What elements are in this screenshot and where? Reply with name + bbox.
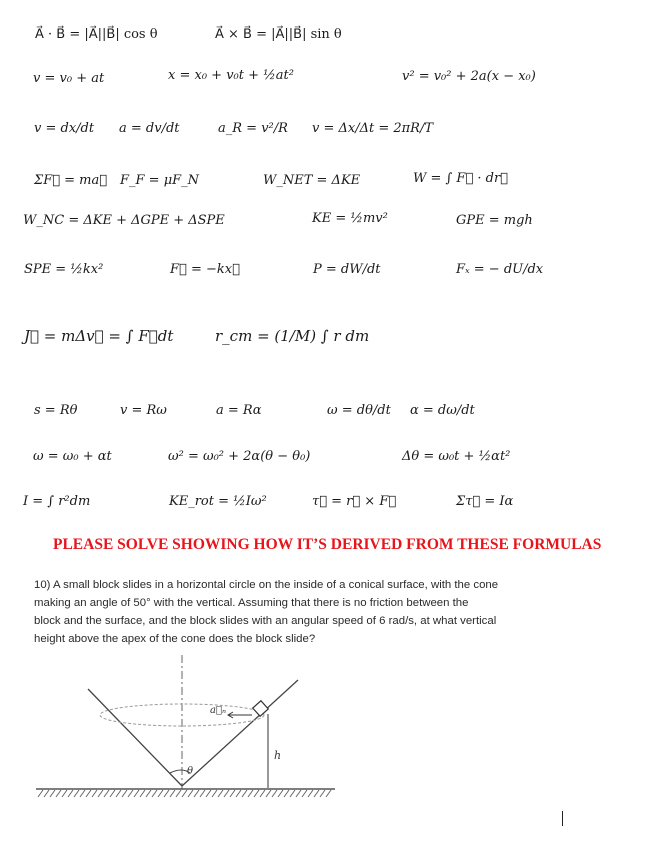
- hatch-mark: [68, 790, 73, 797]
- hatch-mark: [104, 790, 109, 797]
- formula-text: x = x₀ + v₀t + ½at²: [168, 68, 294, 83]
- hatch-mark: [152, 790, 157, 797]
- hatch-mark: [260, 790, 265, 797]
- formula-text: v = v₀ + at: [33, 71, 105, 86]
- formula-text: KE_rot = ½Iω²: [169, 494, 267, 509]
- hatch-mark: [320, 790, 325, 797]
- formula-text: v = Rω: [120, 403, 167, 418]
- formula-rotational-ke: [169, 495, 267, 508]
- hatch-mark: [248, 790, 253, 797]
- formula-text: v = dx/dt: [34, 121, 95, 136]
- hatch-mark: [272, 790, 277, 797]
- hatch-mark: [296, 790, 301, 797]
- formula-average-velocity: [312, 122, 433, 135]
- hatch-mark: [134, 790, 139, 797]
- formula-force-potential: [456, 263, 543, 276]
- formula-text: ΣF⃗ = ma⃗: [34, 173, 108, 188]
- problem-line: block and the surface, and the block slides with an angular speed of 6 rad/s, at what vertical: [34, 615, 497, 627]
- hatch-mark: [236, 790, 241, 797]
- acceleration-label: a⃗ₙ: [210, 705, 227, 716]
- hatch-mark: [92, 790, 97, 797]
- formula-center-of-mass: [215, 329, 369, 344]
- hatch-mark: [230, 790, 235, 797]
- problem-statement: [34, 576, 554, 648]
- formula-text: Fₓ = − dU/dx: [456, 262, 544, 277]
- ground-hatching: [38, 790, 331, 797]
- formula-dot-product: [35, 28, 158, 41]
- formula-kinetic-energy: [312, 212, 388, 225]
- formula-text: F⃗ = −kx⃗: [170, 262, 240, 277]
- formula-angular-velocity: [327, 404, 391, 417]
- hatch-mark: [188, 790, 193, 797]
- formula-power: [313, 263, 381, 276]
- formula-text: τ⃗ = r⃗ × F⃗: [312, 494, 397, 509]
- formula-tangential-acceleration: [216, 404, 261, 417]
- formula-spring-pe: [24, 263, 103, 276]
- formula-text: Στ⃗ = Iα: [456, 494, 514, 509]
- hatch-mark: [200, 790, 205, 797]
- formula-text: W = ∫ F⃗ · dr⃗: [413, 171, 508, 186]
- hatch-mark: [170, 790, 175, 797]
- hatch-mark: [194, 790, 199, 797]
- hatch-mark: [176, 790, 181, 797]
- hatch-mark: [56, 790, 61, 797]
- formula-text: Δθ = ω₀t + ½αt²: [402, 449, 511, 464]
- hatch-mark: [224, 790, 229, 797]
- formula-velocity-position: [402, 70, 536, 83]
- formula-text: ω = ω₀ + αt: [33, 449, 112, 464]
- formula-torque: [312, 495, 396, 508]
- hatch-mark: [182, 790, 187, 797]
- hatch-mark: [98, 790, 103, 797]
- formula-text: P = dW/dt: [313, 262, 381, 277]
- hatch-mark: [254, 790, 259, 797]
- hatch-mark: [206, 790, 211, 797]
- hatch-mark: [110, 790, 115, 797]
- hatch-mark: [218, 790, 223, 797]
- formula-angular-velocity-angle: [168, 450, 310, 463]
- cone-right-side: [182, 680, 298, 786]
- hatch-mark: [212, 790, 217, 797]
- formula-text: W_NC = ΔKE + ΔGPE + ΔSPE: [23, 213, 225, 228]
- formula-velocity-time: [33, 72, 104, 85]
- formula-position-time: [168, 69, 294, 82]
- formula-text: J⃗ = mΔv⃗ = ∫ F⃗dt: [24, 327, 174, 345]
- height-label: h: [274, 749, 282, 762]
- formula-text: ω² = ω₀² + 2α(θ − θ₀): [168, 449, 311, 464]
- hatch-mark: [290, 790, 295, 797]
- formula-text: I = ∫ r²dm: [23, 494, 91, 509]
- problem-line: height above the apex of the cone does the block slide?: [34, 633, 316, 645]
- formula-hookes-law: [170, 263, 240, 276]
- hatch-mark: [116, 790, 121, 797]
- formula-gravitational-pe: [456, 214, 533, 227]
- formula-text: v² = v₀² + 2a(x − x₀): [402, 69, 536, 84]
- formula-tangential-velocity: [120, 404, 167, 417]
- formula-radial-acceleration: [218, 122, 288, 135]
- formula-text: W_NET = ΔKE: [263, 173, 361, 188]
- formula-text: SPE = ½kx²: [24, 262, 104, 277]
- formula-work-integral: [413, 172, 508, 185]
- formula-text: a = Rα: [216, 403, 262, 418]
- formula-text: F_F = μF_N: [120, 173, 200, 188]
- hatch-mark: [326, 790, 331, 797]
- formula-impulse: [24, 329, 173, 344]
- hatch-mark: [308, 790, 313, 797]
- hatch-mark: [50, 790, 55, 797]
- formula-text: a_R = v²/R: [218, 121, 288, 136]
- formula-text: A⃗ × B⃗ = |A⃗||B⃗| sin θ: [215, 27, 342, 42]
- formula-acceleration-derivative: [119, 122, 180, 135]
- formula-work-energy: [263, 174, 360, 187]
- formula-text: KE = ½mv²: [312, 211, 388, 226]
- angle-label: θ: [187, 766, 194, 777]
- instruction-heading: PLEASE SOLVE SHOWING HOW IT’S DERIVED FROM THESE FORMULAS: [53, 536, 602, 553]
- hatch-mark: [128, 790, 133, 797]
- formula-cross-product: [215, 28, 342, 41]
- hatch-mark: [74, 790, 79, 797]
- problem-line: making an angle of 50° with the vertical. Assuming that there is no friction between the: [34, 597, 469, 609]
- formula-text: r_cm = (1/M) ∫ r dm: [215, 327, 370, 345]
- hatch-mark: [278, 790, 283, 797]
- cone-diagram: [30, 655, 350, 805]
- hatch-mark: [146, 790, 151, 797]
- formula-angular-displacement: [402, 450, 510, 463]
- hatch-mark: [314, 790, 319, 797]
- hatch-mark: [38, 790, 43, 797]
- hatch-mark: [86, 790, 91, 797]
- formula-text: GPE = mgh: [456, 213, 533, 228]
- formula-text: A⃗ · B⃗ = |A⃗||B⃗| cos θ: [35, 27, 158, 42]
- hatch-mark: [242, 790, 247, 797]
- hatch-mark: [266, 790, 271, 797]
- text-cursor: [562, 811, 563, 826]
- formula-moment-of-inertia: [23, 495, 90, 508]
- hatch-mark: [80, 790, 85, 797]
- hatch-mark: [284, 790, 289, 797]
- formula-nonconservative-work: [23, 214, 225, 227]
- hatch-mark: [44, 790, 49, 797]
- formula-text: v = Δx/Δt = 2πR/T: [312, 121, 434, 136]
- hatch-mark: [302, 790, 307, 797]
- formula-friction: [120, 174, 199, 187]
- cone-left-side: [88, 689, 182, 786]
- hatch-mark: [164, 790, 169, 797]
- problem-line: 10) A small block slides in a horizontal circle on the inside of a conical surface, with the cone: [34, 579, 499, 591]
- hatch-mark: [158, 790, 163, 797]
- formula-text: s = Rθ: [34, 403, 78, 418]
- hatch-mark: [62, 790, 67, 797]
- formula-velocity-derivative: [34, 122, 94, 135]
- formula-angular-acceleration: [410, 404, 475, 417]
- formula-arc-length: [34, 404, 77, 417]
- hatch-mark: [140, 790, 145, 797]
- hatch-mark: [122, 790, 127, 797]
- formula-newton-second-law: [34, 174, 107, 187]
- formula-net-torque: [456, 495, 513, 508]
- formula-text: a = dv/dt: [119, 121, 180, 136]
- sliding-block: [253, 701, 269, 717]
- formula-text: α = dω/dt: [410, 403, 475, 418]
- formula-angular-velocity-time: [33, 450, 112, 463]
- formula-text: ω = dθ/dt: [327, 403, 391, 418]
